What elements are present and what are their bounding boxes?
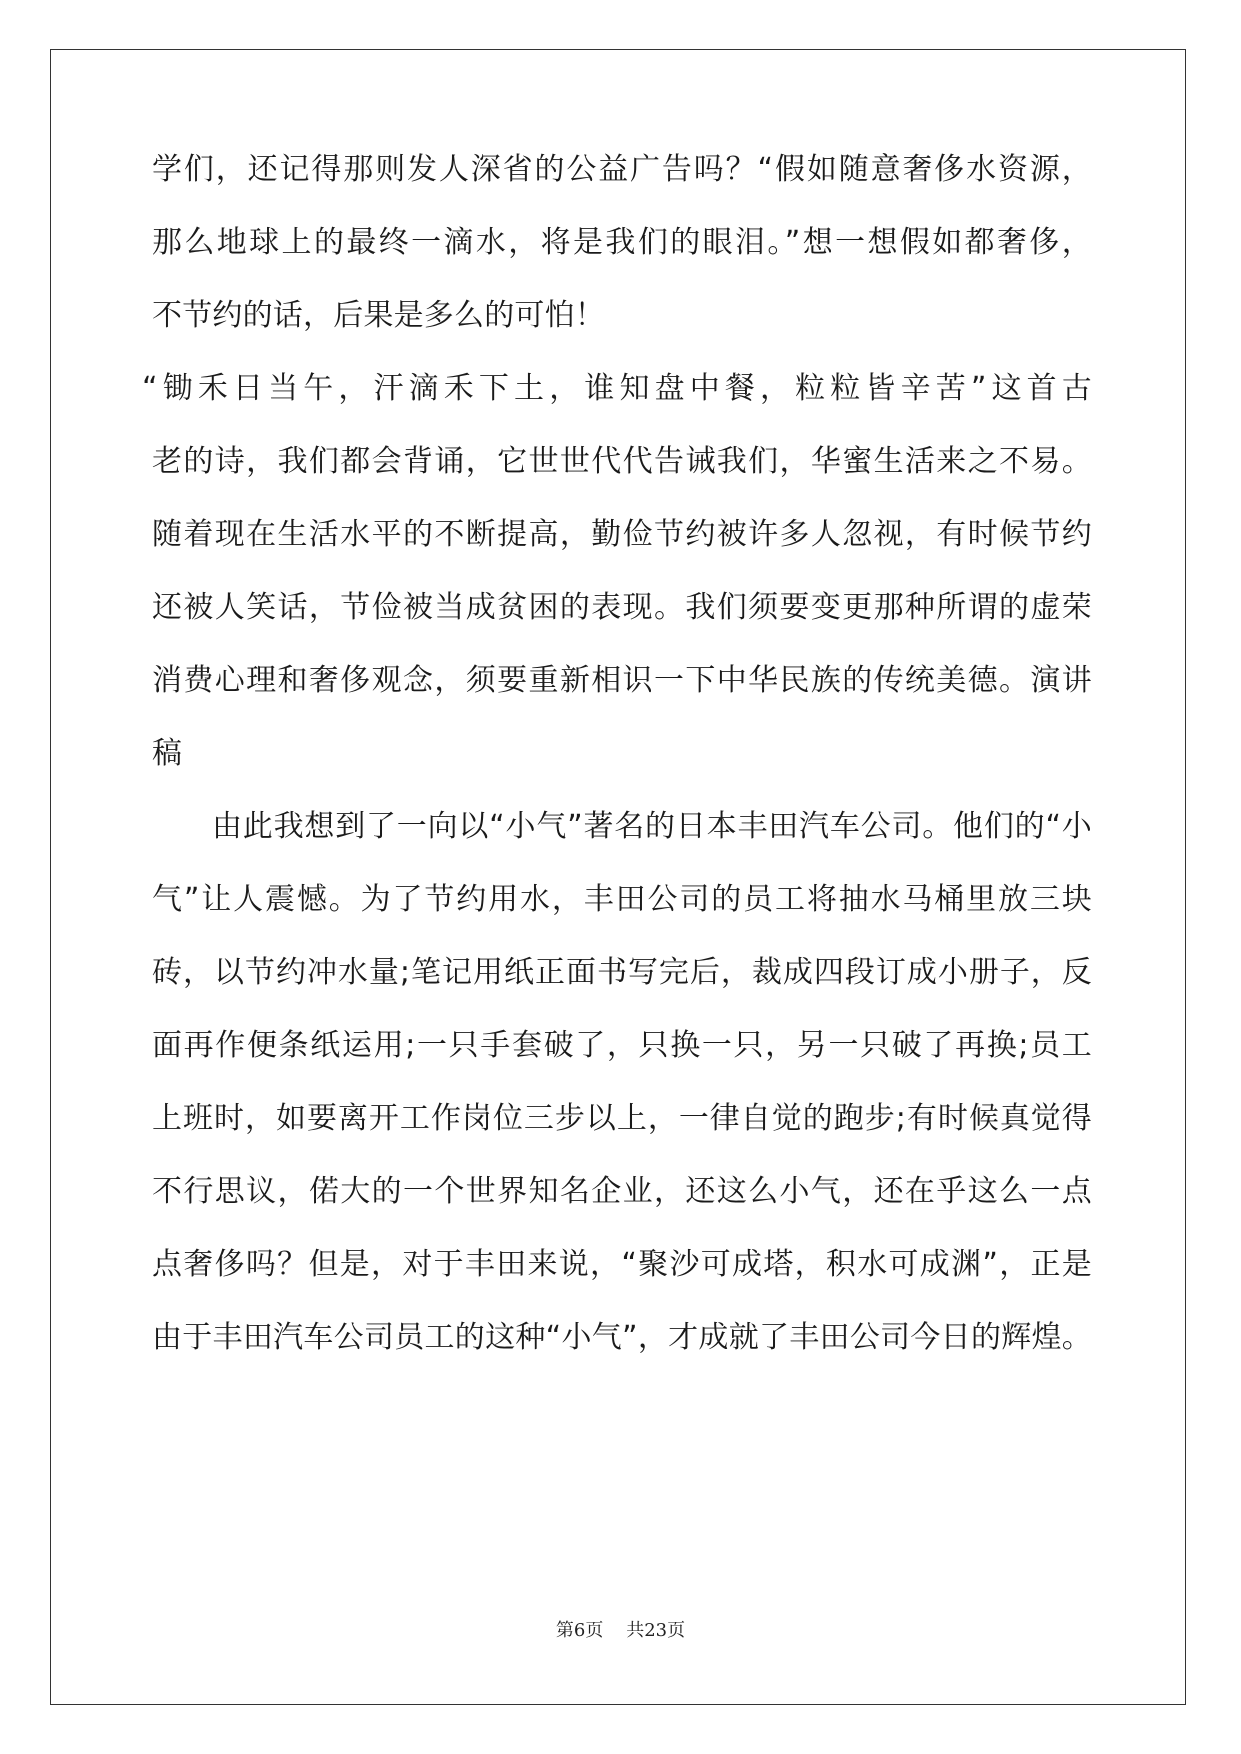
text-line: 老的诗，我们都会背诵，它世世代代告诫我们，华蜜生活来之不易。 xyxy=(152,444,1092,479)
page-prefix: 第 xyxy=(555,1620,574,1641)
text-line: 消费心理和奢侈观念，须要重新相识一下中华民族的传统美德。演讲 xyxy=(152,663,1092,698)
paragraph-first-line: “锄禾日当午，汗滴禾下土，谁知盘中餐，粒粒皆辛苦”这首古 xyxy=(142,371,1092,406)
page-suffix: 页 xyxy=(585,1620,604,1641)
text-line: 那么地球上的最终一滴水，将是我们的眼泪。”想一想假如都奢侈， xyxy=(152,225,1092,260)
page-number: 6 xyxy=(573,1620,586,1641)
text-line: 上班时，如要离开工作岗位三步以上，一律自觉的跑步;有时候真觉得 xyxy=(152,1101,1092,1136)
text-line: 砖，以节约冲水量;笔记用纸正面书写完后，裁成四段订成小册子，反 xyxy=(152,955,1092,990)
text-line: 学们，还记得那则发人深省的公益广告吗？“假如随意奢侈水资源， xyxy=(152,152,1092,187)
text-line: 气”让人震憾。为了节约用水，丰田公司的员工将抽水马桶里放三块 xyxy=(152,882,1092,917)
text-line: 随着现在生活水平的不断提高，勤俭节约被许多人忽视，有时候节约 xyxy=(152,517,1092,552)
text-line: 稿 xyxy=(152,736,183,771)
paragraph-first-line: 由此我想到了一向以“小气”著名的日本丰田汽车公司。他们的“小 xyxy=(212,809,1092,844)
text-line: 还被人笑话，节俭被当成贫困的表现。我们须要变更那种所谓的虚荣 xyxy=(152,590,1092,625)
text-line: 点奢侈吗？但是，对于丰田来说，“聚沙可成塔，积水可成渊”，正是 xyxy=(152,1247,1092,1282)
total-suffix: 页 xyxy=(667,1620,686,1641)
page-footer xyxy=(0,1616,1241,1646)
text-line: 不行思议，偌大的一个世界知名企业，还这么小气，还在乎这么一点 xyxy=(152,1174,1092,1209)
text-line: 面再作便条纸运用;一只手套破了，只换一只，另一只破了再换;员工 xyxy=(152,1028,1092,1063)
text-line: 由于丰田汽车公司员工的这种“小气”，才成就了丰田公司今日的辉煌。 xyxy=(152,1320,1092,1355)
total-prefix: 共 xyxy=(626,1620,645,1641)
total-pages: 23 xyxy=(644,1620,668,1641)
text-line: 不节约的话，后果是多么的可怕！ xyxy=(152,298,605,333)
